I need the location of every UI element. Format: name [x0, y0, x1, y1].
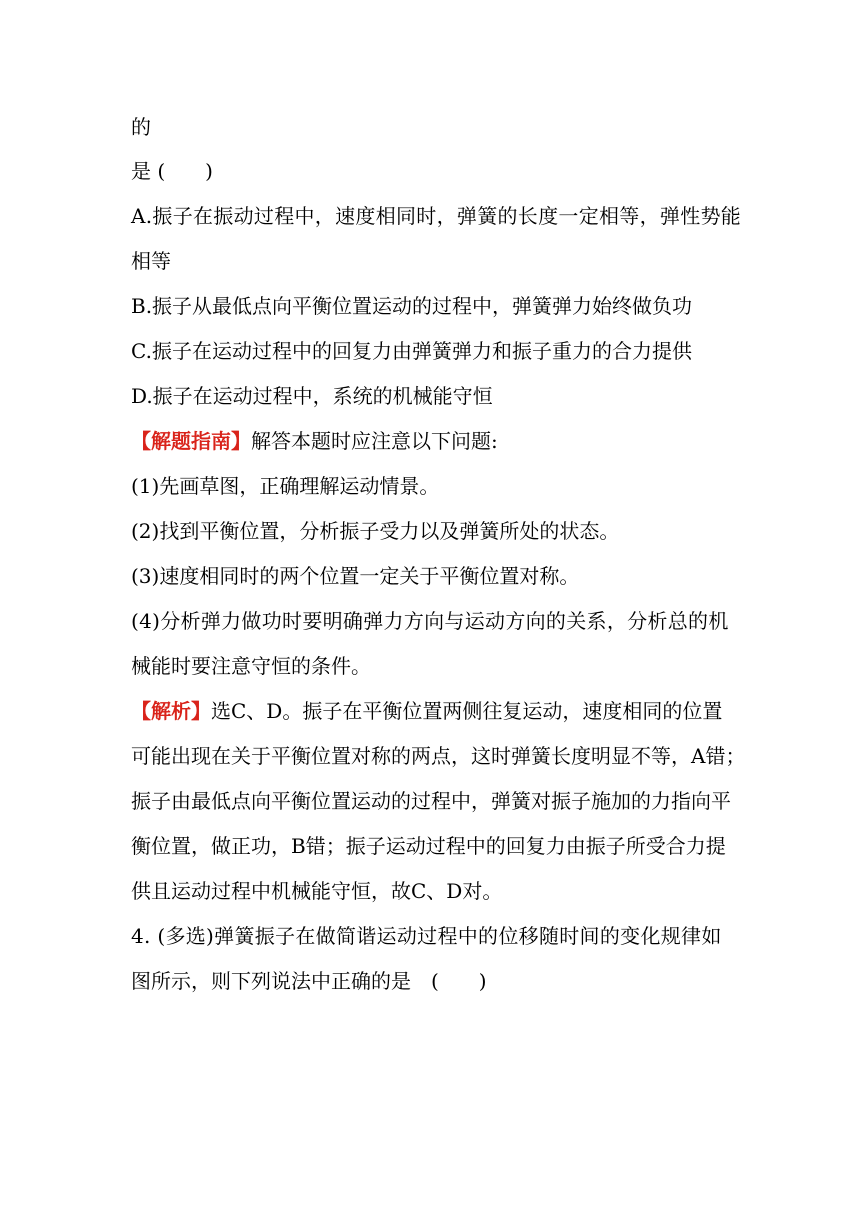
guide-item-2: (2)找到平衡位置，分析振子受力以及弹簧所处的状态。	[131, 519, 620, 543]
option-d: D.振子在运动过程中，系统的机械能守恒	[131, 384, 493, 408]
analysis-line-4: 衡位置，做正功，B错；振子运动过程中的回复力由振子所受合力提	[131, 834, 726, 858]
guide-tag: 【解题指南】	[131, 429, 251, 453]
analysis-line-3: 振子由最低点向平衡位置运动的过程中，弹簧对振子施加的力指向平	[131, 789, 731, 813]
guide-item-3: (3)速度相同时的两个位置一定关于平衡位置对称。	[131, 564, 580, 588]
guide-intro: 解答本题时应注意以下问题:	[251, 429, 498, 453]
option-c: C.振子在运动过程中的回复力由弹簧弹力和振子重力的合力提供	[131, 339, 692, 363]
option-a-line-1: A.振子在振动过程中，速度相同时，弹簧的长度一定相等，弹性势能	[131, 204, 742, 228]
analysis-line-5: 供且运动过程中机械能守恒，故C、D对。	[131, 879, 503, 903]
guide-item-1: (1)先画草图，正确理解运动情景。	[131, 474, 440, 498]
question-4-line-1: 4. (多选)弹簧振子在做简谐运动过程中的位移随时间的变化规律如	[131, 924, 722, 948]
option-a-line-2: 相等	[131, 249, 171, 273]
guide-item-4-line-1: (4)分析弹力做功时要明确弹力方向与运动方向的关系，分析总的机	[131, 609, 729, 633]
option-b: B.振子从最低点向平衡位置运动的过程中，弹簧弹力始终做负功	[131, 294, 693, 318]
question-3-stem-tail: 的	[131, 115, 151, 139]
guide-item-4-line-2: 械能时要注意守恒的条件。	[131, 654, 371, 678]
analysis-heading	[131, 697, 722, 725]
guide-heading	[131, 427, 498, 455]
analysis-line-1: 选C、D。振子在平衡位置两侧往复运动，速度相同的位置	[211, 699, 723, 723]
question-4-line-2: 图所示，则下列说法中正确的是 ( )	[131, 969, 487, 993]
analysis-tag: 【解析】	[131, 699, 211, 723]
analysis-line-2: 可能出现在关于平衡位置对称的两点，这时弹簧长度明显不等，A错；	[131, 744, 746, 768]
question-3-stem-end: 是 ( )	[131, 159, 213, 183]
